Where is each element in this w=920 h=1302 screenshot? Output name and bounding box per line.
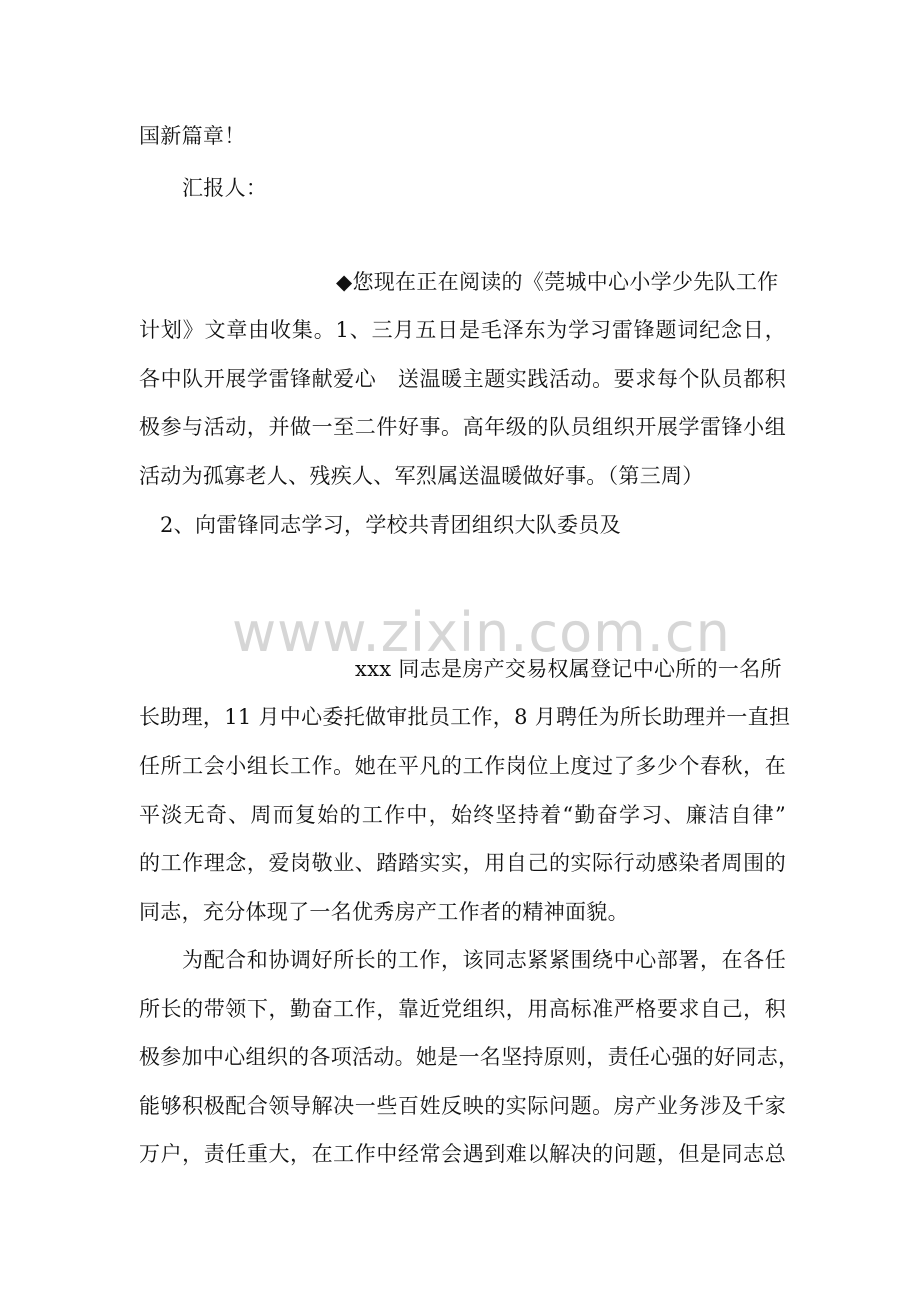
text-line: 极参加中心组织的各项活动。她是一名坚持原则，责任心强的好同志，	[139, 1045, 800, 1069]
text-line: 同志，充分体现了一名优秀房产工作者的精神面貌。	[139, 900, 629, 924]
text-line: 各中队开展学雷锋献爱心 送温暖主题实践活动。要求每个队员都积	[139, 367, 786, 391]
text-line: ◆您现在正在阅读的《莞城中心小学少先队工作	[336, 270, 779, 294]
text-line: 长助理，11 月中心委托做审批员工作，8 月聘任为所长助理并一直担	[139, 705, 791, 729]
reporter-label: 汇报人：	[182, 176, 268, 200]
text-line: 平淡无奇、周而复始的工作中，始终坚持着“勤奋学习、廉洁自律”	[139, 803, 786, 827]
text-line: 任所工会小组长工作。她在平凡的工作岗位上度过了多少个春秋，在	[139, 754, 786, 778]
text-line: 所长的带领下，勤奋工作，靠近党组织，用高标准严格要求自己，积	[139, 997, 786, 1021]
watermark: www.zixin.com.cn	[232, 601, 731, 664]
text-line: 国新篇章！	[139, 124, 246, 148]
text-line: 活动为孤寡老人、残疾人、军烈属送温暖做好事。（第三周）	[139, 464, 704, 488]
text-line: 能够积极配合领导解决一些百姓反映的实际问题。房产业务涉及千家	[139, 1094, 786, 1118]
text-line: 计划》文章由收集。1、三月五日是毛泽东为学习雷锋题词纪念日，	[139, 318, 786, 342]
text-line: xxx 同志是房产交易权属登记中心所的一名所	[355, 657, 782, 681]
text-line: 2、向雷锋同志学习，学校共青团组织大队委员及	[160, 513, 621, 537]
text-line: 极参与活动，并做一至二件好事。高年级的队员组织开展学雷锋小组	[139, 415, 786, 439]
text-line: 万户，责任重大，在工作中经常会遇到难以解决的问题，但是同志总	[139, 1142, 786, 1166]
text-line: 的工作理念，爱岗敬业、踏踏实实，用自己的实际行动感染者周围的	[139, 851, 786, 875]
text-line: 为配合和协调好所长的工作，该同志紧紧围绕中心部署，在各任	[182, 948, 786, 972]
